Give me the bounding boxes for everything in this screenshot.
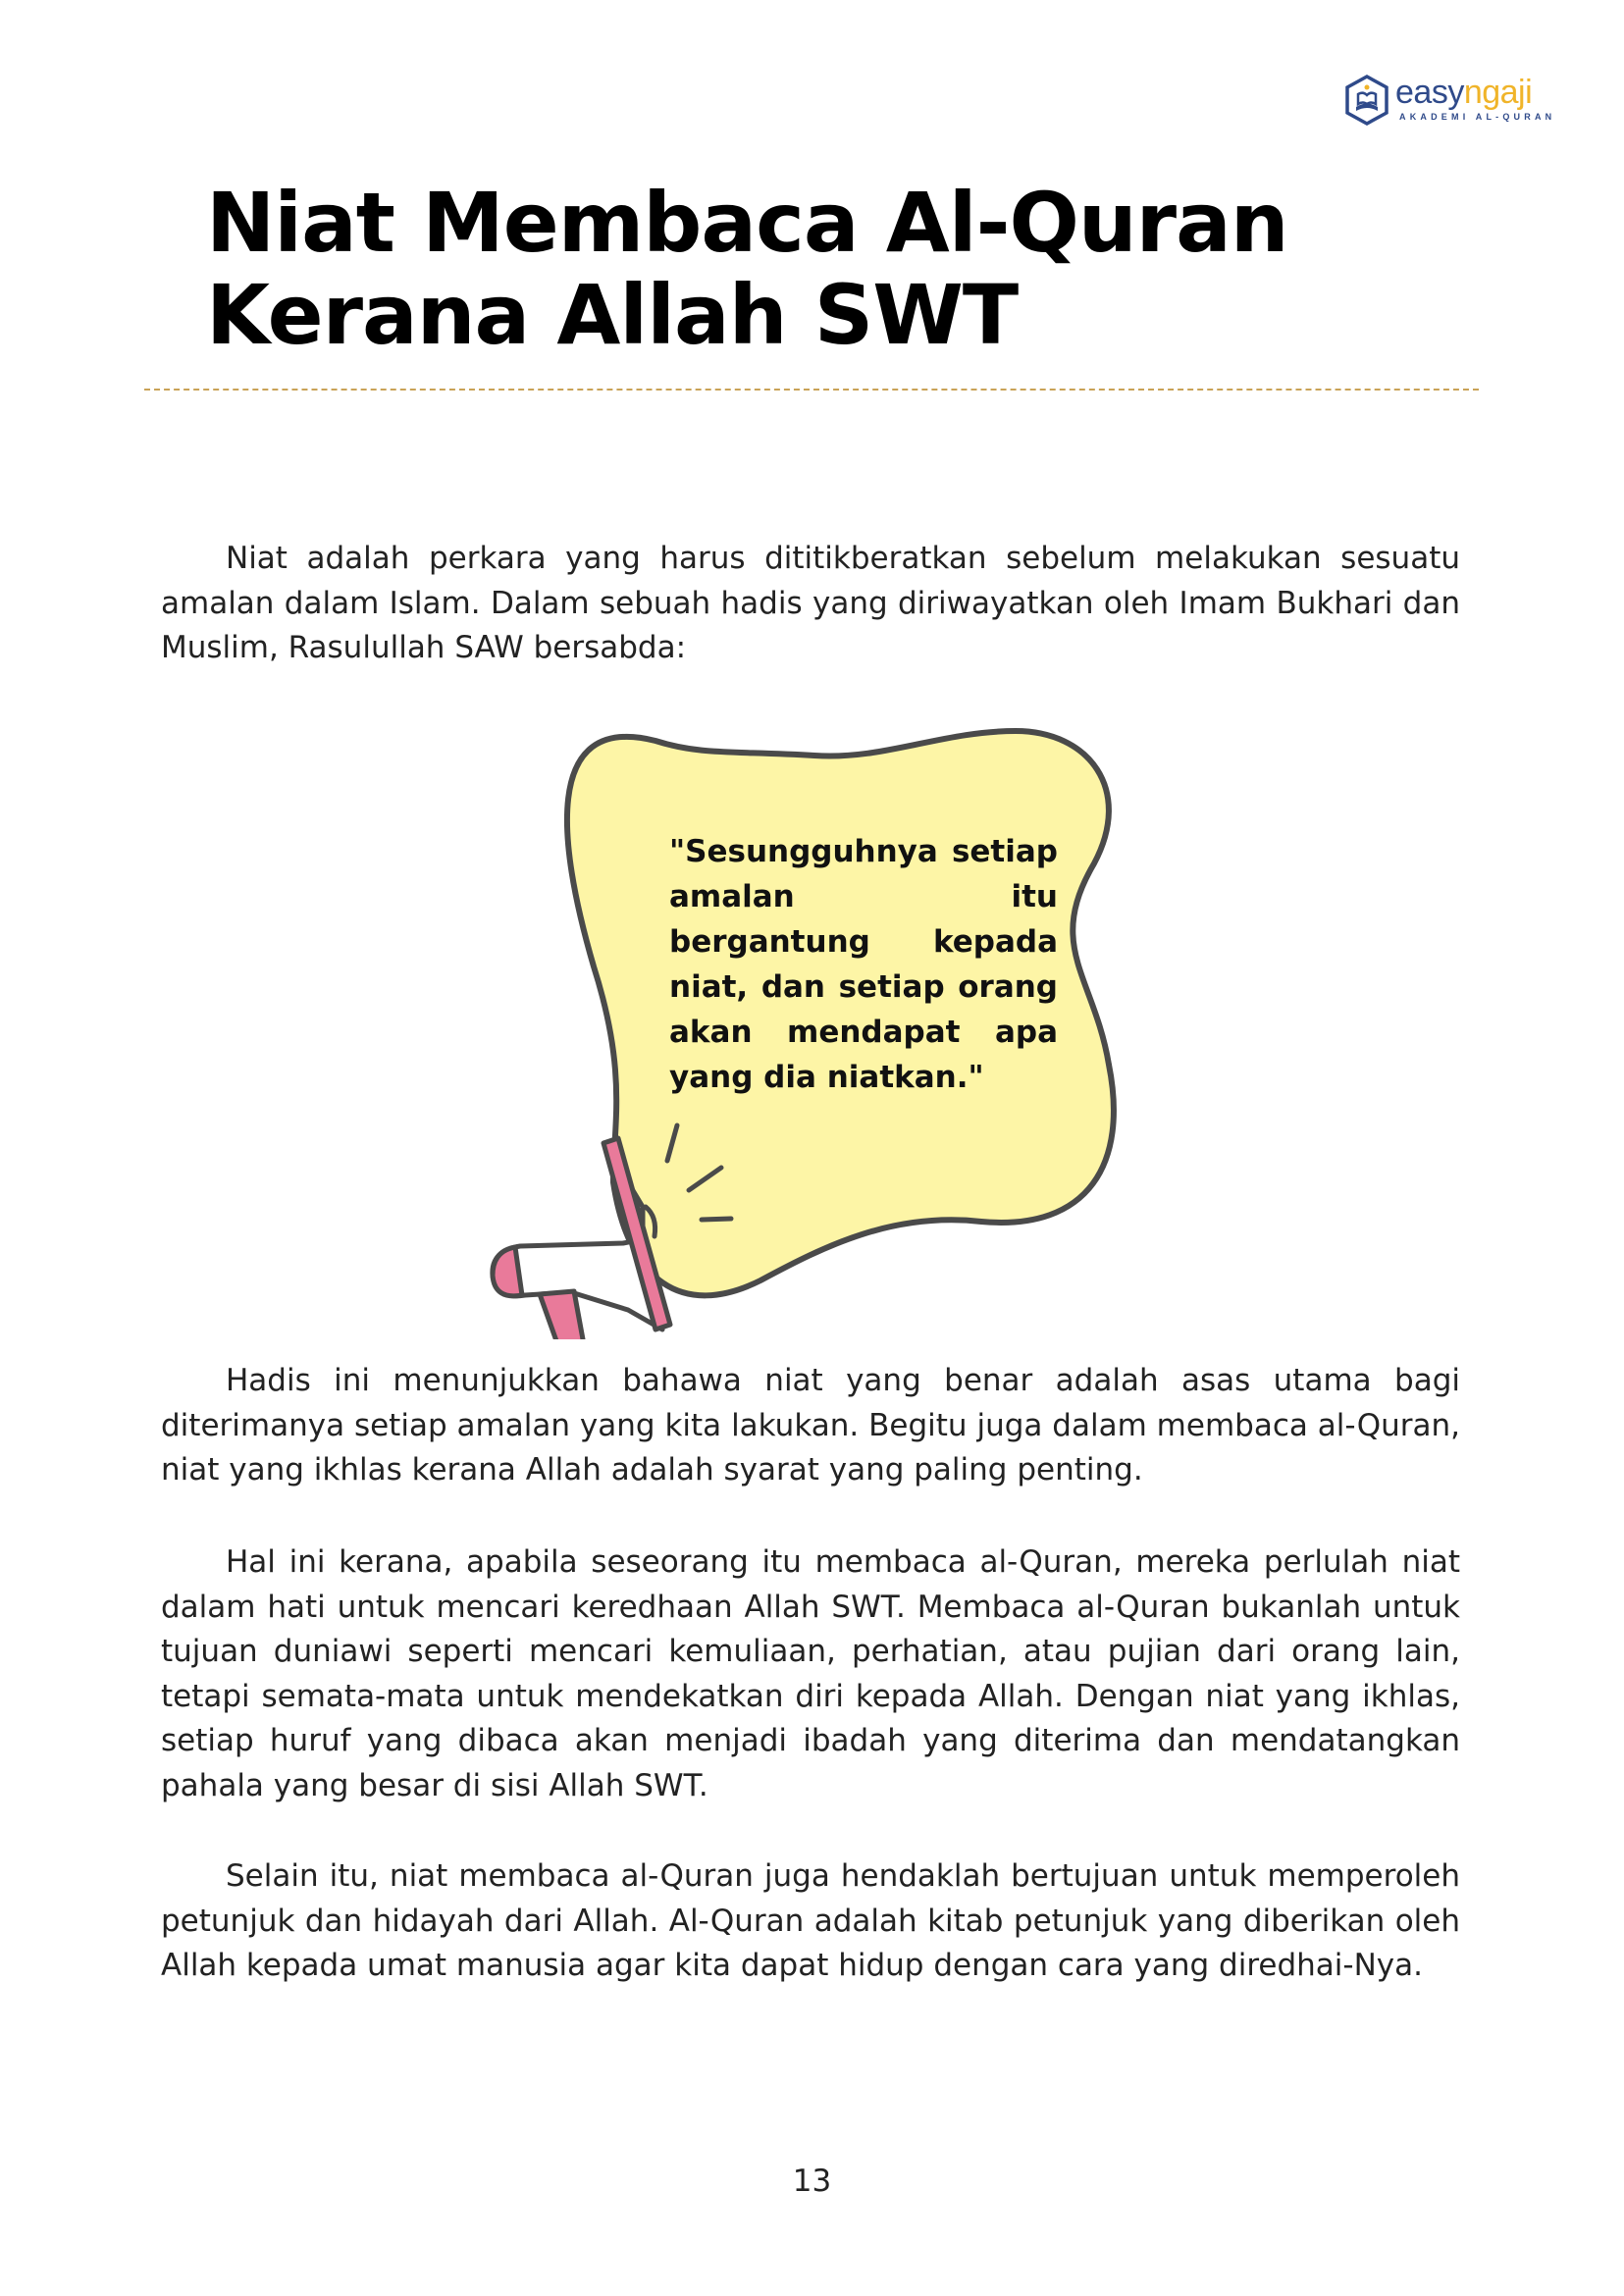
title-divider <box>144 389 1479 391</box>
paragraph-intro: Niat adalah perkara yang harus dititikberatkan sebelum melakukan sesuatu amalan dalam Islam. Dalam sebuah hadis yang diriwayatkan oleh Imam Bukhari dan Muslim, Rasulullah SAW bersabda: <box>161 541 1460 665</box>
hadith-quote: "Sesungguhnya setiap amalan itu bergantung kepada niat, dan setiap orang akan mendapat apa yang dia niatkan." <box>669 834 1058 1095</box>
paragraph-guidance: Selain itu, niat membaca al-Quran juga hendaklah bertujuan untuk memperoleh petunjuk dan hidayah dari Allah. Al-Quran adalah kitab petunjuk yang diberikan oleh Allah kepada umat manusia agar kita dapat hidup dengan cara yang diredhai-Nya. <box>161 1858 1460 1983</box>
logo-word-easy: easy <box>1395 74 1464 111</box>
logo-word-ngaji: ngaji <box>1463 74 1533 111</box>
paragraph-explanation: Hadis ini menunjukkan bahawa niat yang benar adalah asas utama bagi diterimanya setiap amalan yang kita lakukan. Begitu juga dalam membaca al-Quran, niat yang ikhlas kerana Allah adalah syarat yang paling penting. <box>161 1363 1460 1487</box>
paragraph-sincerity: Hal ini kerana, apabila seseorang itu membaca al-Quran, mereka perlulah niat dalam hati untuk mencari keredhaan Allah SWT. Membaca al-Quran bukanlah untuk tujuan duniawi seperti mencari kemuliaan, perhatian, atau pujian dari orang lain, tetapi semata-mata untuk mendekatkan diri kepada Allah. Dengan niat yang ikhlas, setiap huruf yang dibaca akan menjadi ibadah yang diterima dan mendatangkan pahala yang besar di sisi Allah SWT. <box>161 1544 1460 1803</box>
logo-hexagon-icon <box>1344 75 1389 126</box>
page-number: 13 <box>792 2164 832 2199</box>
easyngaji-logo <box>1344 71 1556 130</box>
page-title: Niat Membaca Al-Quran Kerana Allah SWT <box>206 175 1288 363</box>
logo-tagline: AKADEMI AL-QURAN <box>1399 112 1556 122</box>
logo-wordmark <box>1395 73 1532 112</box>
